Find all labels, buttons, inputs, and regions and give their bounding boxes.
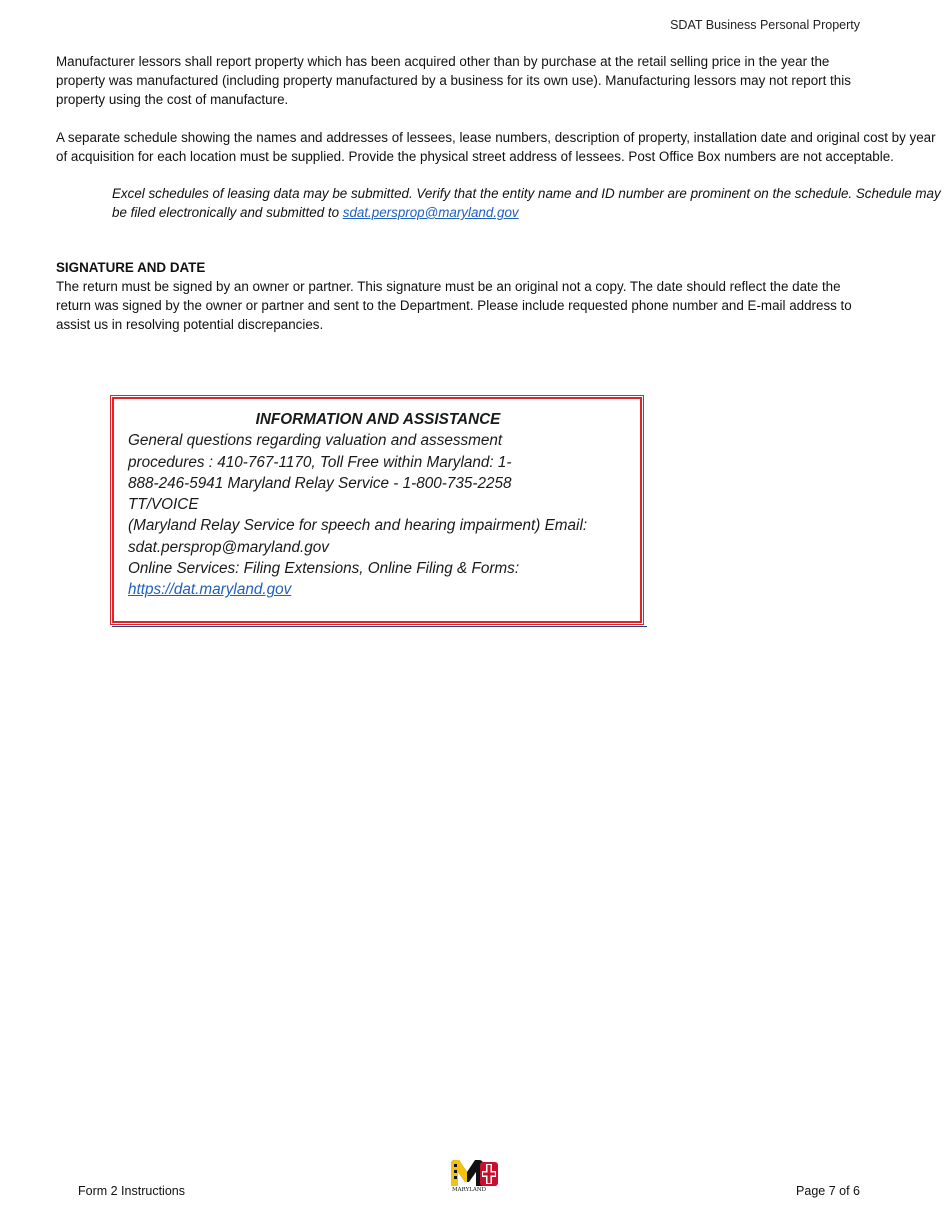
maryland-logo-text: MARYLAND	[452, 1187, 487, 1192]
info-line: procedures : 410-767-1170, Toll Free within Maryland: 1-	[128, 453, 512, 471]
information-assistance-box	[112, 397, 642, 623]
maryland-logo-icon	[449, 1156, 501, 1192]
manufacturer-lessors-paragraph: Manufacturer lessors shall report property which has been acquired other than by purchase at the retail selling price in the year the property was manufactured (including property manufactured by a business for its own use). Manufacturing lessors may not report this property using the cost of manufacture.	[56, 54, 851, 107]
page-header-title: SDAT Business Personal Property	[670, 18, 860, 32]
info-line: 888-246-5941 Maryland Relay Service - 1-800-735-2258	[128, 474, 512, 492]
document-body	[56, 52, 941, 334]
dat-website-link[interactable]: https://dat.maryland.gov	[128, 581, 292, 599]
separate-schedule-paragraph: A separate schedule showing the names and addresses of lessees, lease numbers, description of property, installation date and original cost by year of acquisition for each location must be supplied. Provide the physical street address of lessees. Post Office Box numbers are not acceptable.	[56, 130, 936, 164]
info-line: sdat.persprop@maryland.gov	[128, 538, 329, 556]
info-line: (Maryland Relay Service for speech and hearing impairment) Email:	[128, 517, 588, 535]
persprop-email-link[interactable]: sdat.persprop@maryland.gov	[342, 205, 519, 220]
excel-schedules-note	[112, 184, 950, 222]
signature-section-title: SIGNATURE AND DATE	[56, 260, 206, 275]
excel-note-text: Excel schedules of leasing data may be submitted. Verify that the entity name and ID number are prominent on the schedule. Schedule may be filed electronically and submitted to	[112, 186, 941, 220]
info-box-content	[128, 409, 628, 601]
info-box-underline	[112, 626, 647, 627]
maryland-m-shape	[451, 1160, 483, 1186]
info-line: TT/VOICE	[128, 496, 199, 514]
footer-page-number: Page 7 of 6	[796, 1184, 860, 1198]
signature-paragraph: The return must be signed by an owner or partner. This signature must be an original not a copy. The date should reflect the date the return was signed by the owner or partner and sent to the Department. Please include requested phone number and E-mail address to assist us in resolving potential discrepancies.	[56, 279, 852, 332]
info-box-title: INFORMATION AND ASSISTANCE	[255, 411, 501, 428]
footer-form-label: Form 2 Instructions	[78, 1184, 185, 1198]
info-line: Online Services: Filing Extensions, Online Filing & Forms:	[128, 560, 520, 578]
maryland-cross-shape	[480, 1162, 498, 1186]
info-line: General questions regarding valuation and assessment	[128, 432, 503, 450]
